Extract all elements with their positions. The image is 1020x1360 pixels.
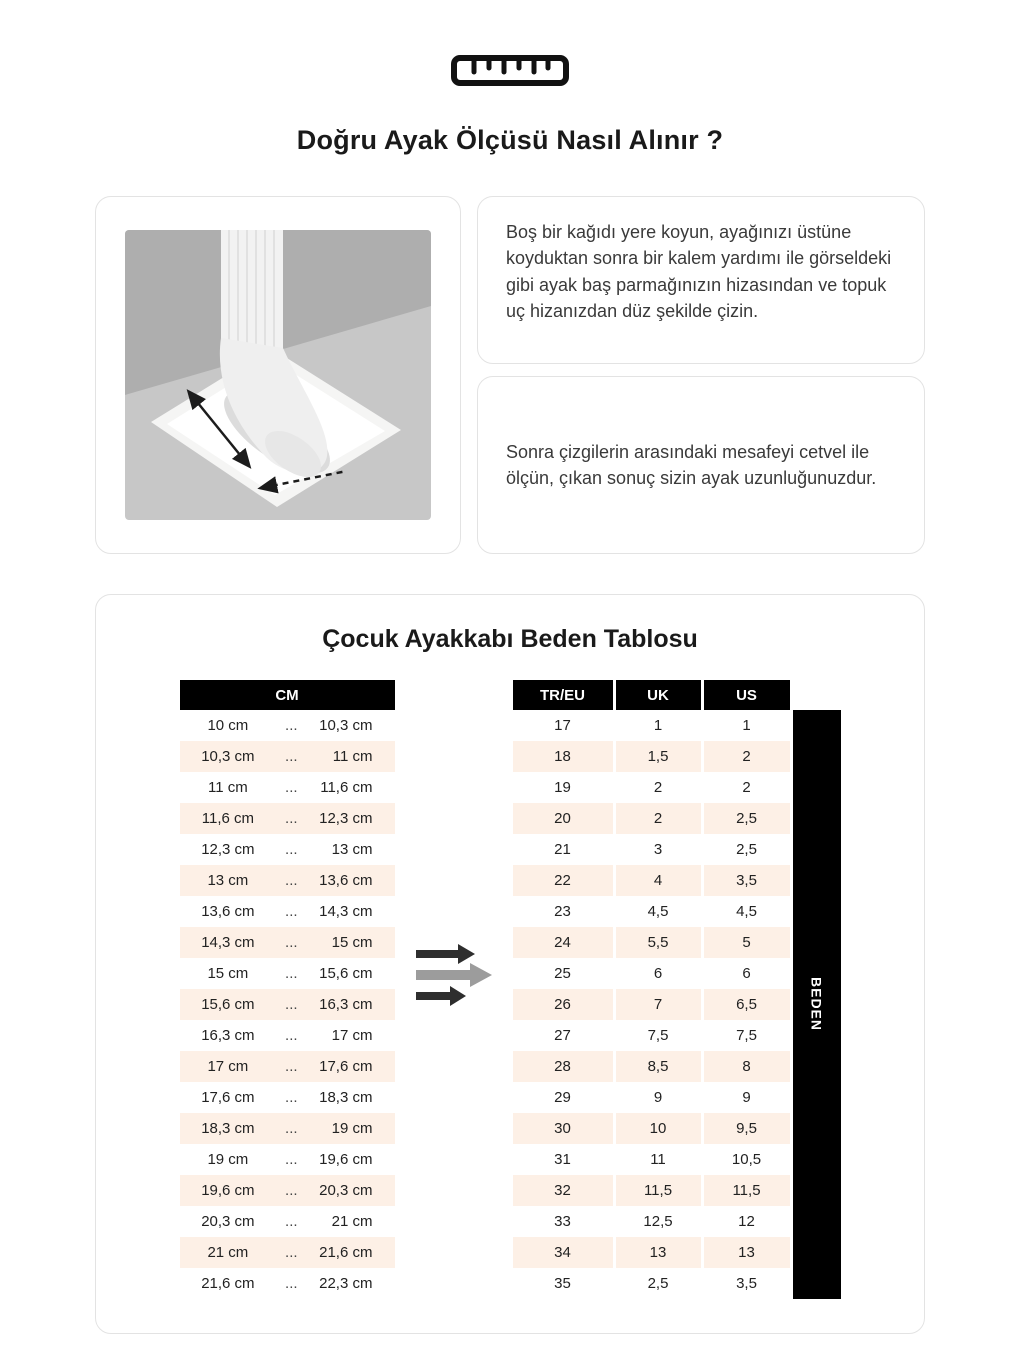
- size-table-row: [513, 1082, 790, 1113]
- size-uk: 2: [613, 803, 701, 834]
- cm-separator: ...: [285, 717, 298, 734]
- size-uk: 1,5: [613, 741, 701, 772]
- size-treu: 18: [554, 748, 571, 765]
- instruction-text-draw: Boş bir kağıdı yere koyun, ayağınızı üstüne koyduktan sonra bir kalem yardımı ile görseldeki gibi ayak baş parmağınızın hizasından ve topuk uç hizanızdan düz şekilde çizin.: [506, 222, 892, 321]
- cm-table-row: [180, 834, 395, 865]
- cm-table-row: [180, 772, 395, 803]
- foot-measurement-photo: [125, 230, 431, 520]
- size-us: 7,5: [701, 1020, 790, 1051]
- size-table-row: [513, 772, 790, 803]
- cm-from: 13,6 cm: [201, 903, 255, 920]
- size-table-header-us: US: [701, 680, 790, 710]
- cm-separator: ...: [285, 1213, 298, 1230]
- size-us: 3,5: [701, 865, 790, 896]
- size-table-row: [513, 741, 790, 772]
- cm-separator: ...: [285, 1120, 298, 1137]
- cm-from: 11,6 cm: [201, 810, 254, 827]
- cm-from: 13 cm: [207, 872, 249, 889]
- size-us: 10,5: [701, 1144, 790, 1175]
- cm-to: 12,3 cm: [319, 810, 373, 827]
- size-treu: 17: [554, 717, 571, 734]
- cm-to: 17,6 cm: [319, 1058, 373, 1075]
- size-treu: 20: [554, 810, 571, 827]
- cm-separator: ...: [285, 1182, 298, 1199]
- size-table-row: [513, 865, 790, 896]
- cm-table-row: [180, 865, 395, 896]
- transfer-arrows-icon: [414, 942, 494, 1013]
- size-uk: 4,5: [613, 896, 701, 927]
- size-table-header-row: [513, 680, 790, 710]
- cm-to: 11 cm: [332, 748, 373, 765]
- cm-from: 11 cm: [208, 779, 248, 796]
- size-treu: 32: [554, 1182, 571, 1199]
- cm-from: 15,6 cm: [201, 996, 255, 1013]
- size-treu: 27: [554, 1027, 571, 1044]
- cm-table-row: [180, 1051, 395, 1082]
- cm-to: 17 cm: [331, 1027, 373, 1044]
- cm-separator: ...: [285, 1058, 298, 1075]
- cm-to: 13 cm: [331, 841, 373, 858]
- size-table-row: [513, 803, 790, 834]
- size-us: 3,5: [701, 1268, 790, 1299]
- size-us: 4,5: [701, 896, 790, 927]
- cm-table-row: [180, 1268, 395, 1299]
- size-table-row: [513, 958, 790, 989]
- size-treu: 23: [554, 903, 571, 920]
- cm-separator: ...: [285, 810, 298, 827]
- size-table-row: [513, 989, 790, 1020]
- size-uk: 9: [613, 1082, 701, 1113]
- size-us: 6: [701, 958, 790, 989]
- cm-table-row: [180, 1175, 395, 1206]
- cm-to: 16,3 cm: [319, 996, 373, 1013]
- size-us: 13: [701, 1237, 790, 1268]
- cm-separator: ...: [285, 996, 298, 1013]
- cm-separator: ...: [285, 1244, 298, 1261]
- instruction-card-measure: [477, 376, 925, 554]
- beden-label: BEDEN: [808, 977, 825, 1032]
- cm-from: 21,6 cm: [201, 1275, 255, 1292]
- size-us: 9: [701, 1082, 790, 1113]
- cm-table-row: [180, 803, 395, 834]
- size-uk: 2,5: [613, 1268, 701, 1299]
- size-uk: 7,5: [613, 1020, 701, 1051]
- size-us: 12: [701, 1206, 790, 1237]
- size-treu: 30: [554, 1120, 571, 1137]
- size-us: 11,5: [701, 1175, 790, 1206]
- cm-separator: ...: [285, 748, 298, 765]
- cm-separator: ...: [285, 1089, 298, 1106]
- cm-table-body: [180, 710, 395, 1299]
- size-treu: 26: [554, 996, 571, 1013]
- size-treu: 22: [554, 872, 571, 889]
- cm-from: 20,3 cm: [201, 1213, 255, 1230]
- size-uk: 12,5: [613, 1206, 701, 1237]
- cm-separator: ...: [285, 779, 298, 796]
- size-us: 2: [701, 772, 790, 803]
- size-uk: 10: [613, 1113, 701, 1144]
- size-table-row: [513, 896, 790, 927]
- cm-from: 17,6 cm: [201, 1089, 255, 1106]
- size-uk: 11,5: [613, 1175, 701, 1206]
- cm-to: 21 cm: [331, 1213, 373, 1230]
- size-table-body: [513, 710, 790, 1299]
- size-uk: 6: [613, 958, 701, 989]
- cm-separator: ...: [285, 965, 298, 982]
- cm-from: 12,3 cm: [201, 841, 255, 858]
- page-title: Doğru Ayak Ölçüsü Nasıl Alınır ?: [296, 125, 724, 155]
- cm-separator: ...: [285, 872, 298, 889]
- size-table-header-uk: UK: [613, 680, 701, 710]
- cm-table-row: [180, 958, 395, 989]
- cm-table-row: [180, 989, 395, 1020]
- size-us: 5: [701, 927, 790, 958]
- ruler-icon: [450, 50, 570, 95]
- size-table-row: [513, 710, 790, 741]
- cm-table-row: [180, 741, 395, 772]
- size-treu: 31: [554, 1151, 571, 1168]
- size-us: 1: [701, 710, 790, 741]
- cm-table-row: [180, 927, 395, 958]
- cm-to: 15,6 cm: [319, 965, 373, 982]
- cm-table-row: [180, 1020, 395, 1051]
- cm-separator: ...: [285, 1151, 298, 1168]
- size-uk: 8,5: [613, 1051, 701, 1082]
- cm-to: 10,3 cm: [319, 717, 373, 734]
- size-table-row: [513, 1144, 790, 1175]
- size-uk: 4: [613, 865, 701, 896]
- size-table-row: [513, 1206, 790, 1237]
- cm-from: 16,3 cm: [201, 1027, 255, 1044]
- howto-section: [95, 196, 925, 554]
- cm-table-row: [180, 1144, 395, 1175]
- cm-from: 18,3 cm: [201, 1120, 255, 1137]
- cm-table-row: [180, 1237, 395, 1268]
- cm-table-header: CM: [180, 680, 395, 710]
- cm-separator: ...: [285, 1275, 298, 1292]
- cm-from: 14,3 cm: [201, 934, 255, 951]
- size-tables: [96, 680, 924, 1299]
- cm-from: 17 cm: [207, 1058, 249, 1075]
- size-treu: 19: [554, 779, 571, 796]
- size-us: 2,5: [701, 803, 790, 834]
- instruction-text-measure: Sonra çizgilerin arasındaki mesafeyi cetvel ile ölçün, çıkan sonuç sizin ayak uzunluğunuzdur.: [506, 441, 877, 488]
- cm-table-row: [180, 1206, 395, 1237]
- size-table-row: [513, 1020, 790, 1051]
- size-uk: 13: [613, 1237, 701, 1268]
- size-treu: 28: [554, 1058, 571, 1075]
- cm-table-row: [180, 896, 395, 927]
- cm-from: 10 cm: [207, 717, 249, 734]
- cm-separator: ...: [285, 934, 298, 951]
- cm-to: 19,6 cm: [319, 1151, 373, 1168]
- size-us: 8: [701, 1051, 790, 1082]
- transfer-arrows-wrap: [414, 942, 494, 1013]
- size-chart-title: Çocuk Ayakkabı Beden Tablosu: [322, 625, 698, 653]
- measurement-photo-card: [95, 196, 461, 554]
- size-uk: 7: [613, 989, 701, 1020]
- size-treu: 35: [554, 1275, 571, 1292]
- cm-from: 19,6 cm: [201, 1182, 255, 1199]
- size-table-row: [513, 1268, 790, 1299]
- size-us: 2: [701, 741, 790, 772]
- instruction-card-draw: [477, 196, 925, 364]
- cm-to: 21,6 cm: [319, 1244, 373, 1261]
- cm-table-row: [180, 1113, 395, 1144]
- cm-table-row: [180, 1082, 395, 1113]
- cm-table: [180, 680, 395, 1299]
- cm-separator: ...: [285, 1027, 298, 1044]
- size-treu: 34: [554, 1244, 571, 1261]
- size-treu: 25: [554, 965, 571, 982]
- cm-to: 20,3 cm: [319, 1182, 373, 1199]
- size-uk: 11: [613, 1144, 701, 1175]
- cm-from: 19 cm: [207, 1151, 249, 1168]
- cm-from: 10,3 cm: [201, 748, 255, 765]
- size-uk: 5,5: [613, 927, 701, 958]
- size-table-row: [513, 1237, 790, 1268]
- cm-to: 15 cm: [331, 934, 373, 951]
- size-table-row: [513, 834, 790, 865]
- size-treu: 29: [554, 1089, 571, 1106]
- cm-separator: ...: [285, 903, 298, 920]
- header-icon-wrap: [0, 0, 1020, 95]
- size-uk: 3: [613, 834, 701, 865]
- size-table-row: [513, 1051, 790, 1082]
- size-uk: 2: [613, 772, 701, 803]
- cm-to: 18,3 cm: [319, 1089, 373, 1106]
- beden-side-bar: [793, 710, 841, 1299]
- cm-separator: ...: [285, 841, 298, 858]
- size-us: 6,5: [701, 989, 790, 1020]
- size-treu: 33: [554, 1213, 571, 1230]
- cm-to: 19 cm: [331, 1120, 373, 1137]
- cm-to: 22,3 cm: [319, 1275, 373, 1292]
- size-table-header-treu: TR/EU: [540, 686, 585, 704]
- size-table-row: [513, 1175, 790, 1206]
- size-table-row: [513, 927, 790, 958]
- cm-from: 15 cm: [207, 965, 249, 982]
- cm-from: 21 cm: [207, 1244, 249, 1261]
- cm-to: 11,6 cm: [320, 779, 373, 796]
- cm-to: 14,3 cm: [319, 903, 373, 920]
- cm-to: 13,6 cm: [319, 872, 373, 889]
- size-table: [513, 680, 790, 1299]
- size-treu: 21: [554, 841, 571, 858]
- cm-table-row: [180, 710, 395, 741]
- size-table-group: [513, 680, 841, 1299]
- instruction-cards: [477, 196, 925, 554]
- size-chart-section: [95, 594, 925, 1334]
- size-table-row: [513, 1113, 790, 1144]
- size-treu: 24: [554, 934, 571, 951]
- size-us: 2,5: [701, 834, 790, 865]
- size-uk: 1: [613, 710, 701, 741]
- size-us: 9,5: [701, 1113, 790, 1144]
